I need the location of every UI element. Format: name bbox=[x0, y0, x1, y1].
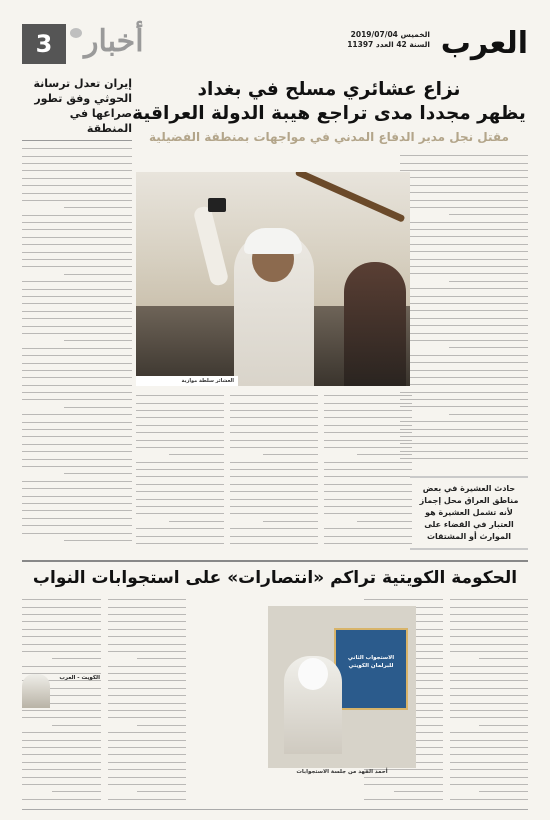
text-line bbox=[108, 744, 187, 751]
text-line bbox=[22, 189, 132, 196]
text-line bbox=[230, 429, 318, 436]
text-line bbox=[364, 796, 443, 802]
text-line bbox=[450, 759, 529, 766]
text-line bbox=[22, 182, 132, 189]
text-line bbox=[357, 518, 412, 525]
text-line bbox=[22, 152, 132, 159]
text-line bbox=[108, 603, 187, 610]
text-line bbox=[400, 418, 528, 425]
text-lines bbox=[22, 145, 132, 544]
text-lines bbox=[108, 596, 187, 802]
text-line bbox=[400, 196, 528, 203]
text-line bbox=[136, 392, 224, 399]
page-number: 3 bbox=[22, 24, 66, 64]
text-line bbox=[230, 436, 318, 443]
author-box bbox=[22, 674, 100, 724]
text-line bbox=[64, 337, 132, 344]
text-line bbox=[108, 633, 187, 640]
section-title: أخبار bbox=[84, 24, 144, 59]
text-line bbox=[108, 692, 187, 699]
text-line bbox=[22, 626, 101, 633]
text-line bbox=[108, 648, 187, 655]
text-line bbox=[400, 241, 528, 248]
text-line bbox=[324, 495, 412, 502]
text-line bbox=[400, 189, 528, 196]
text-line bbox=[449, 211, 528, 218]
text-line bbox=[400, 381, 528, 388]
text-line bbox=[324, 532, 412, 539]
text-line bbox=[357, 451, 412, 458]
text-line bbox=[400, 337, 528, 344]
text-line bbox=[22, 396, 132, 403]
second-photo-caption: أحمد الفهد من جلسة الاستجوابات bbox=[296, 769, 388, 775]
text-line bbox=[22, 175, 132, 182]
text-line bbox=[22, 278, 132, 285]
text-line bbox=[22, 766, 101, 773]
body-column bbox=[324, 392, 412, 552]
text-line bbox=[136, 473, 224, 480]
text-line bbox=[449, 278, 528, 285]
second-story-headline: الحكومة الكويتية تراكم «انتصارات» على استجوابات النواب bbox=[32, 568, 518, 588]
newspaper-logo: العرب bbox=[440, 26, 528, 61]
text-line bbox=[22, 308, 132, 315]
text-line bbox=[22, 345, 132, 352]
text-line bbox=[137, 788, 186, 795]
text-line bbox=[450, 648, 529, 655]
text-line bbox=[22, 736, 101, 743]
text-line bbox=[108, 618, 187, 625]
text-line bbox=[400, 322, 528, 329]
text-line bbox=[22, 618, 101, 625]
text-line bbox=[400, 182, 528, 189]
text-line bbox=[22, 382, 132, 389]
text-line bbox=[22, 234, 132, 241]
second-story-headline-block bbox=[22, 560, 528, 590]
text-line bbox=[22, 241, 132, 248]
text-line bbox=[22, 773, 101, 780]
text-line bbox=[450, 781, 529, 788]
text-line bbox=[22, 248, 132, 255]
issue-date: الخميس 2019/07/04 bbox=[350, 30, 430, 39]
photo-caption: العشائر سلطة موازية bbox=[136, 376, 238, 386]
text-line bbox=[400, 263, 528, 270]
text-line bbox=[22, 478, 132, 485]
text-line bbox=[230, 481, 318, 488]
text-line bbox=[450, 707, 529, 714]
divider bbox=[22, 140, 132, 141]
second-photo bbox=[268, 606, 416, 768]
text-line bbox=[22, 515, 132, 522]
text-line bbox=[230, 407, 318, 414]
text-line bbox=[108, 596, 187, 603]
text-line bbox=[324, 392, 412, 399]
text-line bbox=[400, 255, 528, 262]
text-line bbox=[22, 160, 132, 167]
text-line bbox=[22, 359, 132, 366]
text-line bbox=[22, 781, 101, 788]
text-line bbox=[230, 392, 318, 399]
text-line bbox=[64, 537, 132, 544]
text-line bbox=[136, 510, 224, 517]
text-line bbox=[400, 448, 528, 455]
text-line bbox=[22, 226, 132, 233]
text-line bbox=[400, 285, 528, 292]
text-line bbox=[22, 322, 132, 329]
photo-headdress bbox=[244, 228, 302, 254]
text-line bbox=[394, 788, 443, 795]
text-line bbox=[137, 722, 186, 729]
text-line bbox=[52, 655, 101, 662]
text-line bbox=[108, 751, 187, 758]
text-line bbox=[22, 485, 132, 492]
text-line bbox=[400, 174, 528, 181]
text-line bbox=[263, 518, 318, 525]
text-line bbox=[22, 367, 132, 374]
text-line bbox=[324, 525, 412, 532]
text-line bbox=[400, 315, 528, 322]
text-line bbox=[169, 518, 224, 525]
text-line bbox=[324, 422, 412, 429]
text-line bbox=[400, 433, 528, 440]
photo-person-head bbox=[298, 658, 328, 690]
text-line bbox=[230, 503, 318, 510]
main-story-body-right bbox=[400, 152, 528, 470]
text-line bbox=[449, 411, 528, 418]
text-line bbox=[108, 759, 187, 766]
text-lines bbox=[230, 392, 318, 547]
body-column bbox=[450, 596, 529, 802]
text-line bbox=[22, 648, 101, 655]
text-line bbox=[450, 692, 529, 699]
main-headline-block bbox=[130, 78, 528, 144]
text-line bbox=[22, 448, 132, 455]
text-line bbox=[230, 399, 318, 406]
text-line bbox=[400, 329, 528, 336]
text-lines bbox=[324, 392, 412, 547]
text-line bbox=[22, 596, 101, 603]
text-line bbox=[450, 603, 529, 610]
text-line bbox=[136, 422, 224, 429]
text-lines bbox=[450, 596, 529, 802]
text-line bbox=[22, 433, 132, 440]
text-line bbox=[400, 292, 528, 299]
text-line bbox=[136, 525, 224, 532]
text-line bbox=[22, 263, 132, 270]
issue-info bbox=[347, 30, 430, 50]
text-line bbox=[108, 677, 187, 684]
text-line bbox=[22, 411, 132, 418]
text-line bbox=[400, 159, 528, 166]
masthead bbox=[22, 22, 528, 70]
text-line bbox=[450, 714, 529, 721]
text-line bbox=[22, 352, 132, 359]
text-line bbox=[136, 444, 224, 451]
speech-bubble-icon bbox=[70, 28, 82, 38]
text-line bbox=[400, 440, 528, 447]
text-line bbox=[22, 729, 101, 736]
text-line bbox=[230, 466, 318, 473]
text-lines bbox=[136, 392, 224, 547]
text-line bbox=[22, 522, 132, 529]
text-line bbox=[108, 773, 187, 780]
text-line bbox=[22, 633, 101, 640]
text-line bbox=[263, 451, 318, 458]
text-line bbox=[450, 670, 529, 677]
text-line bbox=[22, 426, 132, 433]
text-line bbox=[22, 300, 132, 307]
text-lines bbox=[400, 152, 528, 462]
text-line bbox=[136, 414, 224, 421]
text-line bbox=[230, 459, 318, 466]
text-line bbox=[324, 540, 412, 547]
text-line bbox=[136, 503, 224, 510]
text-line bbox=[136, 466, 224, 473]
text-line bbox=[400, 359, 528, 366]
text-line bbox=[230, 540, 318, 547]
text-line bbox=[108, 736, 187, 743]
text-line bbox=[136, 488, 224, 495]
text-line bbox=[400, 425, 528, 432]
main-photo bbox=[136, 172, 410, 386]
text-line bbox=[22, 603, 101, 610]
text-line bbox=[450, 677, 529, 684]
main-deck: مقتل نجل مدير الدفاع المدني في مواجهات بمنطقة الفضيلية bbox=[149, 130, 509, 144]
text-line bbox=[479, 722, 528, 729]
text-line bbox=[450, 633, 529, 640]
text-line bbox=[230, 510, 318, 517]
text-line bbox=[324, 488, 412, 495]
text-line bbox=[450, 736, 529, 743]
text-line bbox=[450, 596, 529, 603]
text-line bbox=[22, 374, 132, 381]
text-line bbox=[22, 455, 132, 462]
text-line bbox=[479, 655, 528, 662]
text-line bbox=[400, 396, 528, 403]
text-line bbox=[450, 611, 529, 618]
text-line bbox=[108, 729, 187, 736]
text-line bbox=[450, 640, 529, 647]
text-line bbox=[108, 781, 187, 788]
text-line bbox=[22, 219, 132, 226]
text-line bbox=[136, 429, 224, 436]
text-line bbox=[22, 212, 132, 219]
text-line bbox=[22, 492, 132, 499]
text-line bbox=[22, 330, 132, 337]
text-line bbox=[400, 403, 528, 410]
text-line bbox=[364, 596, 443, 603]
text-line bbox=[324, 473, 412, 480]
text-line bbox=[450, 685, 529, 692]
text-line bbox=[400, 300, 528, 307]
text-line bbox=[64, 470, 132, 477]
text-line bbox=[22, 529, 132, 536]
body-column bbox=[230, 392, 318, 552]
text-line bbox=[136, 481, 224, 488]
side-story-body bbox=[22, 145, 132, 545]
text-line bbox=[64, 271, 132, 278]
text-line bbox=[450, 744, 529, 751]
text-line bbox=[22, 500, 132, 507]
text-line bbox=[400, 270, 528, 277]
text-line bbox=[400, 374, 528, 381]
text-line bbox=[108, 685, 187, 692]
text-line bbox=[22, 507, 132, 514]
pistol-shape bbox=[208, 198, 226, 212]
text-line bbox=[400, 152, 528, 159]
text-line bbox=[324, 407, 412, 414]
text-line bbox=[22, 197, 132, 204]
text-line bbox=[400, 307, 528, 314]
text-line bbox=[22, 663, 101, 670]
text-line bbox=[324, 414, 412, 421]
text-line bbox=[450, 663, 529, 670]
main-story-body-columns bbox=[136, 392, 412, 552]
text-line bbox=[450, 729, 529, 736]
text-line bbox=[64, 404, 132, 411]
pull-quote: حادث العشيرة في بعض مناطق العراق محل إجماز لأنه تشمل العشيرة هو العتبار في القضاء على الموارث أو المشتقات bbox=[410, 476, 528, 550]
text-line bbox=[400, 219, 528, 226]
photo-banner-panel bbox=[334, 628, 408, 710]
text-line bbox=[450, 751, 529, 758]
text-line bbox=[108, 611, 187, 618]
text-line bbox=[22, 389, 132, 396]
photo-man-right bbox=[344, 262, 406, 386]
text-line bbox=[108, 640, 187, 647]
text-line bbox=[22, 796, 101, 802]
text-line bbox=[22, 285, 132, 292]
text-line bbox=[450, 796, 529, 802]
text-line bbox=[22, 751, 101, 758]
text-line bbox=[400, 248, 528, 255]
text-line bbox=[108, 707, 187, 714]
text-line bbox=[324, 466, 412, 473]
issue-number: السنة 42 العدد 11397 bbox=[347, 40, 430, 49]
text-line bbox=[108, 714, 187, 721]
text-line bbox=[230, 414, 318, 421]
text-line bbox=[400, 226, 528, 233]
main-headline-line2: يظهر مجددا مدى تراجع هيبة الدولة العراقية bbox=[132, 103, 526, 124]
text-line bbox=[52, 788, 101, 795]
footer-divider bbox=[22, 809, 528, 810]
text-line bbox=[324, 481, 412, 488]
text-line bbox=[449, 344, 528, 351]
text-line bbox=[364, 781, 443, 788]
text-line bbox=[22, 145, 132, 152]
text-line bbox=[230, 473, 318, 480]
author-byline: الكويت - العرب bbox=[59, 675, 100, 681]
text-line bbox=[479, 788, 528, 795]
text-line bbox=[22, 256, 132, 263]
text-line bbox=[108, 663, 187, 670]
main-story-right-column bbox=[400, 152, 528, 470]
text-line bbox=[324, 503, 412, 510]
text-line bbox=[22, 293, 132, 300]
text-line bbox=[450, 699, 529, 706]
text-line bbox=[324, 444, 412, 451]
text-line bbox=[324, 510, 412, 517]
body-column bbox=[108, 596, 187, 802]
text-line bbox=[400, 204, 528, 211]
text-line bbox=[230, 422, 318, 429]
text-line bbox=[230, 444, 318, 451]
text-line bbox=[136, 459, 224, 466]
text-line bbox=[22, 463, 132, 470]
text-line bbox=[400, 366, 528, 373]
main-headline-line1: نزاع عشائري مسلح في بغداد bbox=[197, 79, 461, 100]
text-line bbox=[230, 495, 318, 502]
text-line bbox=[230, 525, 318, 532]
side-story bbox=[22, 76, 132, 545]
text-line bbox=[22, 167, 132, 174]
text-line bbox=[136, 399, 224, 406]
text-line bbox=[324, 436, 412, 443]
text-line bbox=[400, 233, 528, 240]
text-line bbox=[22, 418, 132, 425]
text-line bbox=[22, 441, 132, 448]
text-line bbox=[22, 744, 101, 751]
text-line bbox=[136, 532, 224, 539]
text-line bbox=[22, 315, 132, 322]
text-line bbox=[108, 670, 187, 677]
text-line bbox=[108, 766, 187, 773]
text-line bbox=[230, 488, 318, 495]
text-line bbox=[136, 436, 224, 443]
text-line bbox=[136, 495, 224, 502]
author-avatar bbox=[22, 674, 50, 708]
side-story-headline: إيران تعدل ترسانة الحوثي وفق تطور صراعها في المنطقة bbox=[33, 77, 132, 135]
body-column bbox=[136, 392, 224, 552]
text-line bbox=[230, 532, 318, 539]
text-line bbox=[324, 429, 412, 436]
text-line bbox=[136, 407, 224, 414]
text-line bbox=[400, 389, 528, 396]
text-line bbox=[169, 451, 224, 458]
text-line bbox=[64, 204, 132, 211]
text-line bbox=[400, 455, 528, 462]
text-line bbox=[324, 399, 412, 406]
text-line bbox=[108, 796, 187, 802]
text-line bbox=[450, 766, 529, 773]
text-line bbox=[400, 352, 528, 359]
text-line bbox=[324, 459, 412, 466]
text-line bbox=[108, 626, 187, 633]
text-line bbox=[108, 699, 187, 706]
photo-banner-text: الاستجواب الثاني للبرلمان الكويتي bbox=[347, 655, 395, 669]
text-line bbox=[136, 540, 224, 547]
text-line bbox=[137, 655, 186, 662]
text-line bbox=[22, 640, 101, 647]
text-line bbox=[450, 618, 529, 625]
text-line bbox=[450, 773, 529, 780]
text-line bbox=[450, 626, 529, 633]
text-line bbox=[400, 167, 528, 174]
text-line bbox=[22, 611, 101, 618]
text-line bbox=[22, 759, 101, 766]
